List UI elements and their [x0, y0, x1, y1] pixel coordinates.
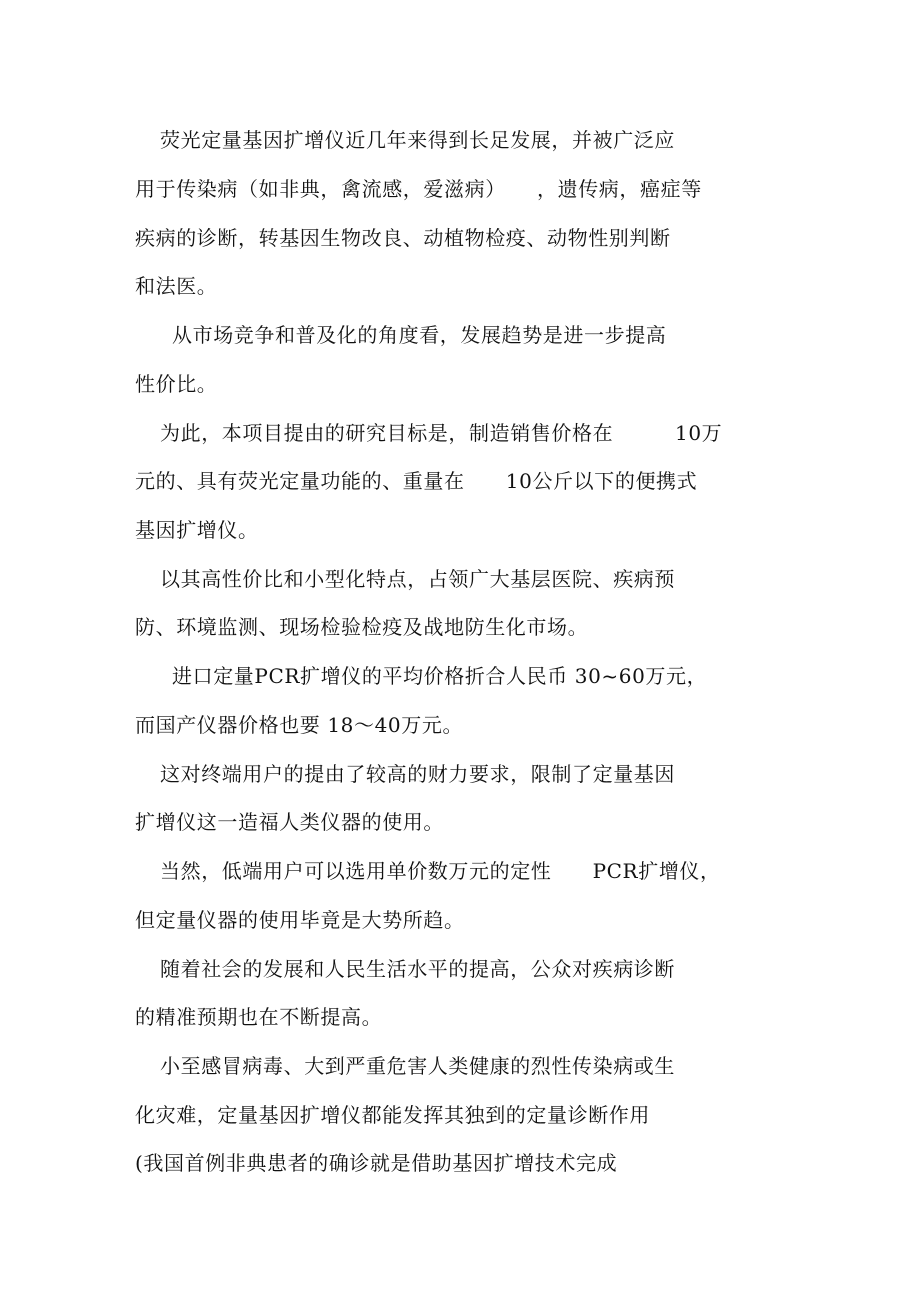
paragraph-5-line-2: 而国产仪器价格也要 18～40万元。	[135, 713, 464, 737]
paragraph-5-line-1: 进口定量PCR扩增仪的平均价格折合人民币 30~60万元，	[172, 664, 708, 688]
paragraph-7-line-2: 但定量仪器的使用毕竟是大势所趋。	[135, 908, 465, 932]
paragraph-1-line-4: 和法医。	[135, 274, 218, 298]
paragraph-3-line-1: 为此，本项目提由的研究目标是，制造销售价格在 10万	[160, 421, 723, 445]
paragraph-3-line-3: 基因扩增仪。	[135, 518, 259, 542]
paragraph-9-line-2: 化灾难，定量基因扩增仪都能发挥其独到的定量诊断作用	[135, 1103, 650, 1127]
paragraph-9-line-1: 小至感冒病毒、大到严重危害人类健康的烈性传染病或生	[160, 1054, 675, 1078]
paragraph-8-line-2: 的精准预期也在不断提高。	[135, 1005, 383, 1029]
paragraph-4-line-1: 以其高性价比和小型化特点，占领广大基层医院、疾病预	[160, 567, 675, 591]
paragraph-2-line-2: 性价比。	[135, 372, 218, 396]
paragraph-1-line-1: 荧光定量基因扩增仪近几年来得到长足发展，并被广泛应	[160, 128, 675, 152]
paragraph-10-line-1: (我国首例非典患者的确诊就是借助基因扩增技术完成	[135, 1151, 618, 1175]
paragraph-1-line-2: 用于传染病（如非典，禽流感，爱滋病） ，遗传病，癌症等	[135, 177, 702, 201]
paragraph-8-line-1: 随着社会的发展和人民生活水平的提高，公众对疾病诊断	[160, 957, 675, 981]
paragraph-6-line-2: 扩增仪这一造福人类仪器的使用。	[135, 810, 444, 834]
paragraph-1-line-3: 疾病的诊断，转基因生物改良、动植物检疫、动物性别判断	[135, 226, 671, 250]
paragraph-3-line-2: 元的、具有荧光定量功能的、重量在 10公斤以下的便携式	[135, 469, 698, 493]
paragraph-7-line-1: 当然，低端用户可以选用单价数万元的定性 PCR扩增仪，	[160, 859, 721, 883]
paragraph-4-line-2: 防、环境监测、现场检验检疫及战地防生化市场。	[135, 615, 589, 639]
paragraph-2-line-1: 从市场竞争和普及化的角度看，发展趋势是进一步提高	[172, 323, 667, 347]
paragraph-6-line-1: 这对终端用户的提由了较高的财力要求，限制了定量基因	[160, 762, 675, 786]
